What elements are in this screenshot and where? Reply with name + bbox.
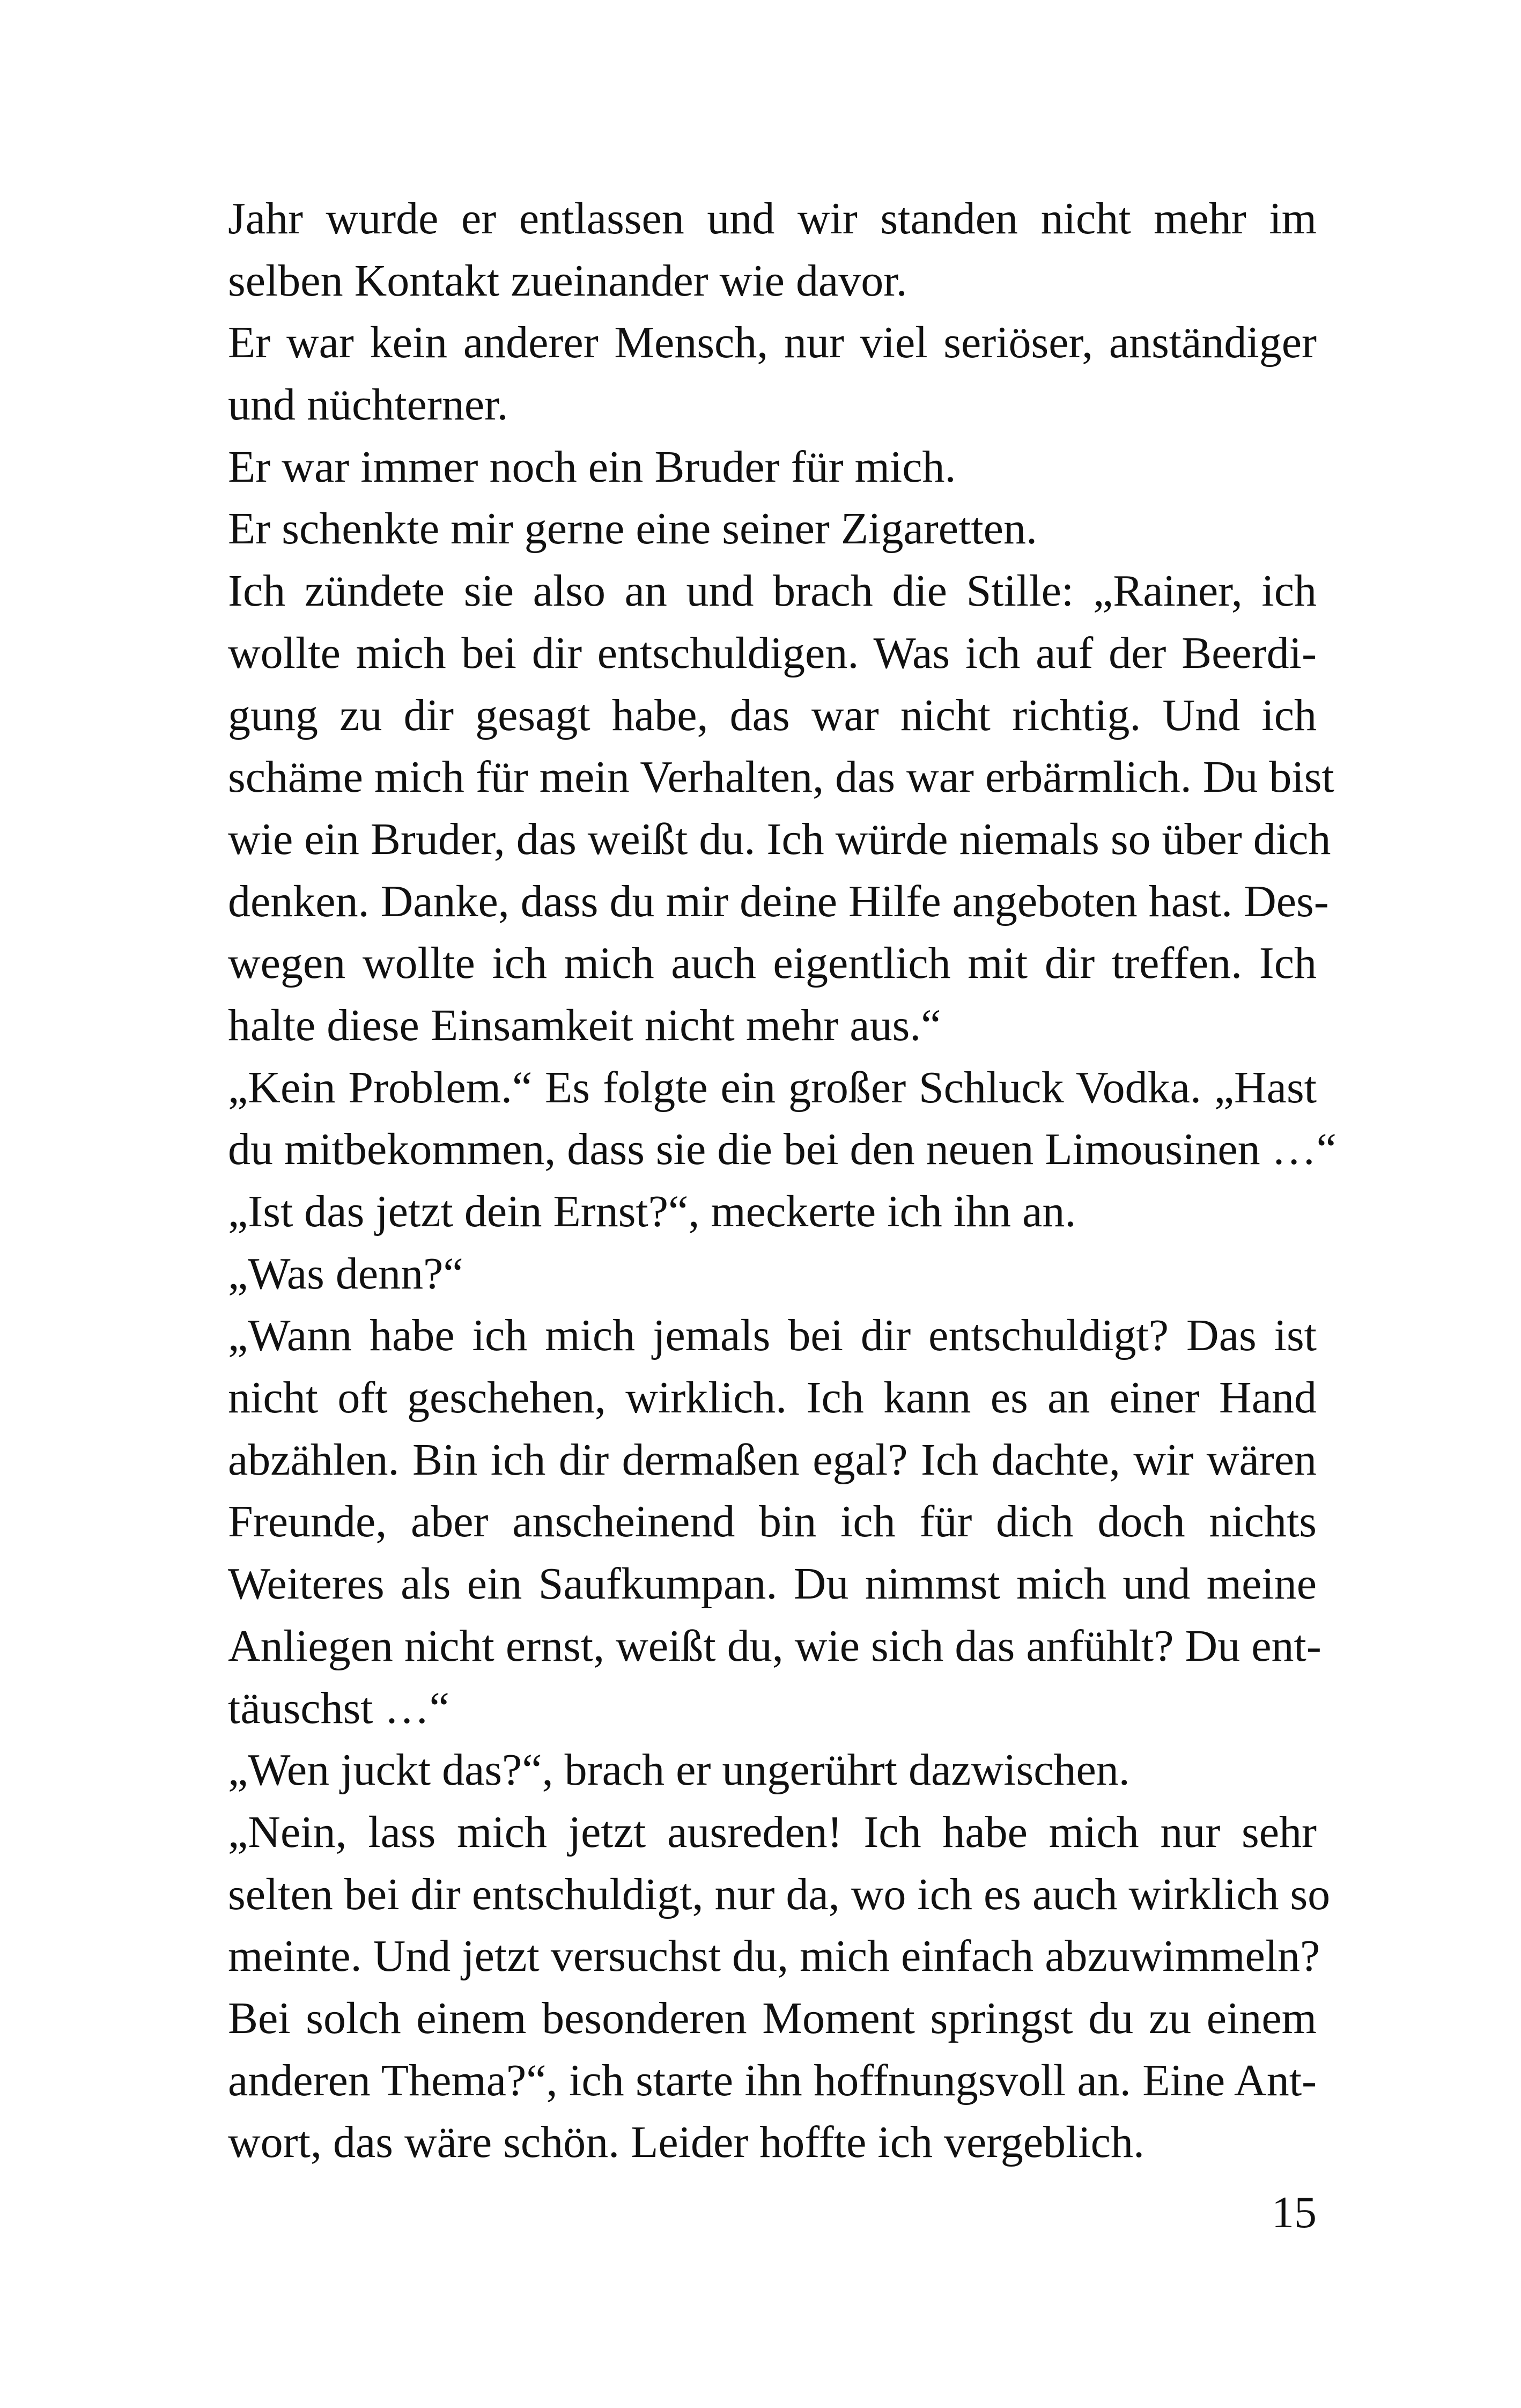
body-text	[228, 188, 1337, 2174]
page-number: 15	[1272, 2188, 1317, 2237]
text-line: gung zu dir gesagt habe, das war nicht richtig. Und ich	[228, 690, 1317, 740]
text-line: anderen Thema?“, ich starte ihn hoffnungsvoll an. Eine Ant-	[228, 2055, 1317, 2105]
text-line: wollte mich bei dir entschuldigen. Was ich auf der Beerdi-	[228, 628, 1317, 678]
text-line: wort, das wäre schön. Leider hoffte ich vergeblich.	[228, 2117, 1145, 2168]
text-line: Weiteres als ein Saufkumpan. Du nimmst mich und meine	[228, 1559, 1317, 1609]
text-line: Freunde, aber anscheinend bin ich für dich doch nichts	[228, 1497, 1317, 1547]
text-line: Anliegen nicht ernst, weißt du, wie sich das anfühlt? Du ent-	[228, 1621, 1321, 1671]
text-line: halte diese Einsamkeit nicht mehr aus.“	[228, 1000, 941, 1050]
text-line: schäme mich für mein Verhalten, das war erbärmlich. Du bist	[228, 752, 1334, 802]
text-line: „Ist das jetzt dein Ernst?“, meckerte ich ihn an.	[228, 1187, 1076, 1236]
text-line: Ich zündete sie also an und brach die Stille: „Rainer, ich	[228, 566, 1317, 616]
text-line: abzählen. Bin ich dir dermaßen egal? Ich dachte, wir wären	[228, 1434, 1317, 1485]
text-line: „Wann habe ich mich jemals bei dir entschuldigt? Das ist	[228, 1310, 1317, 1361]
text-line: nicht oft geschehen, wirklich. Ich kann es an einer Hand	[228, 1373, 1317, 1423]
text-line: Er war immer noch ein Bruder für mich.	[228, 441, 956, 492]
text-line: Er schenkte mir gerne eine seiner Zigaretten.	[228, 504, 1037, 554]
text-line: „Was denn?“	[228, 1248, 463, 1299]
text-line: wegen wollte ich mich auch eigentlich mit dir treffen. Ich	[228, 938, 1317, 989]
text-line: „Kein Problem.“ Es folgte ein großer Schluck Vodka. „Hast	[228, 1062, 1317, 1113]
text-line: Jahr wurde er entlassen und wir standen nicht mehr im	[228, 194, 1317, 244]
text-line: du mitbekommen, dass sie die bei den neuen Limousinen …“	[228, 1124, 1337, 1175]
text-line: denken. Danke, dass du mir deine Hilfe angeboten hast. Des-	[228, 876, 1329, 926]
text-line: und nüchterner.	[228, 380, 508, 430]
text-line: „Wen juckt das?“, brach er ungerührt dazwischen.	[228, 1745, 1130, 1795]
text-line: selten bei dir entschuldigt, nur da, wo ich es auch wirklich so	[228, 1869, 1331, 1919]
text-line: wie ein Bruder, das weißt du. Ich würde niemals so über dich	[228, 814, 1331, 864]
text-line: „Nein, lass mich jetzt ausreden! Ich habe mich nur sehr	[228, 1807, 1317, 1857]
text-line: meinte. Und jetzt versuchst du, mich einfach abzuwimmeln?	[228, 1931, 1320, 1982]
text-line: täuschst …“	[228, 1683, 449, 1733]
text-line: Er war kein anderer Mensch, nur viel seriöser, anständiger	[228, 318, 1317, 368]
text-line: selben Kontakt zueinander wie davor.	[228, 255, 907, 306]
text-line: Bei solch einem besonderen Moment springst du zu einem	[228, 1993, 1317, 2043]
